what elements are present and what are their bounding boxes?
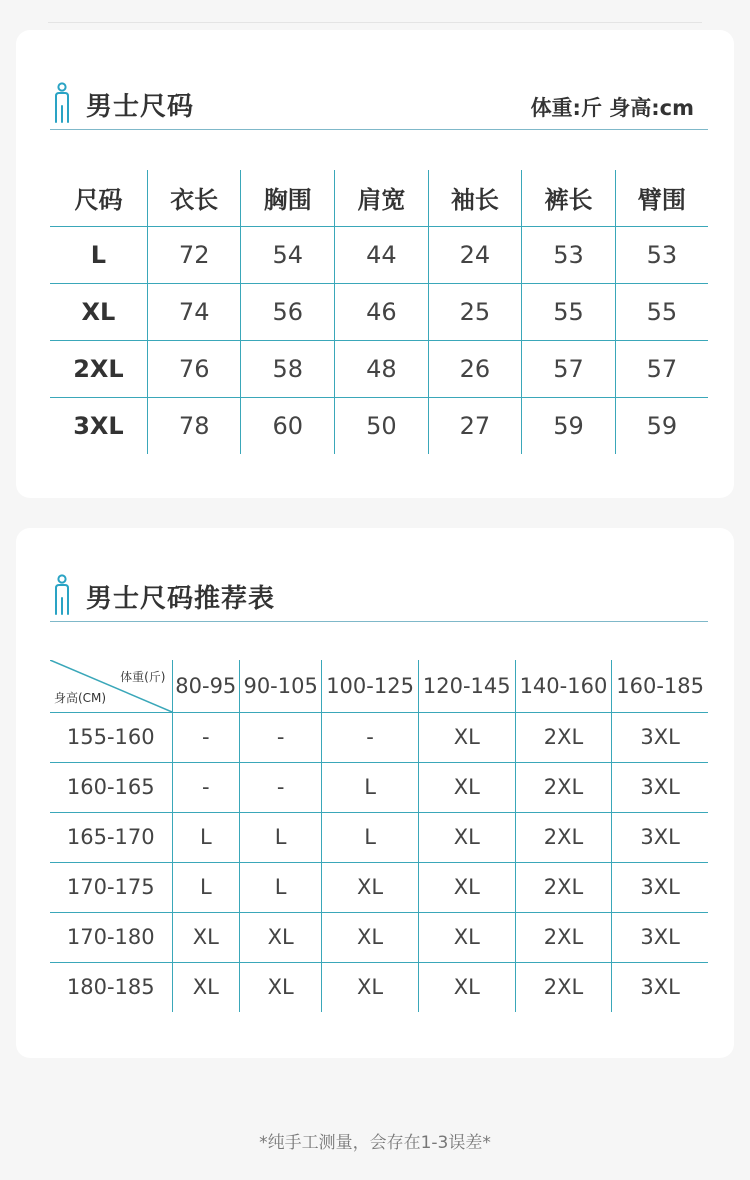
top-divider [48, 22, 702, 23]
size-cell: - [172, 712, 240, 762]
size-cell: XL [418, 712, 515, 762]
size-cell: 2XL [515, 712, 612, 762]
weight-header: 80-95 [172, 660, 240, 712]
size-cell: XL [418, 862, 515, 912]
value-cell: 25 [428, 283, 522, 340]
corner-cell [50, 660, 172, 712]
weight-header: 100-125 [322, 660, 419, 712]
recommend-table [50, 660, 708, 1012]
value-cell: 58 [241, 340, 335, 397]
recommend-chart-title: 男士尺码推荐表 [86, 584, 276, 614]
height-cell: 170-180 [50, 912, 172, 962]
size-cell: XL [418, 812, 515, 862]
value-cell: 57 [522, 340, 616, 397]
weight-header: 140-160 [515, 660, 612, 712]
size-cell: XL [322, 862, 419, 912]
size-cell: 3XL [612, 912, 708, 962]
size-chart-title: 男士尺码 [86, 92, 195, 122]
value-cell: 55 [522, 283, 616, 340]
value-cell: 53 [522, 226, 616, 283]
table-row [50, 812, 708, 862]
size-cell: XL [172, 912, 240, 962]
header-chest: 胸围 [241, 170, 335, 226]
size-cell: 2XL [515, 912, 612, 962]
height-cell: 160-165 [50, 762, 172, 812]
table-row [50, 283, 708, 340]
value-cell: 46 [335, 283, 429, 340]
table-row [50, 340, 708, 397]
weight-header: 90-105 [240, 660, 322, 712]
value-cell: 44 [335, 226, 429, 283]
table-row [50, 912, 708, 962]
size-cell: XL [50, 283, 147, 340]
size-cell: XL [322, 912, 419, 962]
size-cell: L [172, 862, 240, 912]
header-sleeve: 袖长 [428, 170, 522, 226]
corner-height-label: 身高(CM) [54, 690, 107, 705]
header-size: 尺码 [50, 170, 147, 226]
height-cell: 180-185 [50, 962, 172, 1012]
size-cell: XL [418, 962, 515, 1012]
table-row [50, 762, 708, 812]
value-cell: 60 [241, 397, 335, 454]
value-cell: 59 [646, 411, 678, 440]
value-cell: 24 [428, 226, 522, 283]
weight-header: 120-145 [418, 660, 515, 712]
size-cell: - [240, 712, 322, 762]
size-table [50, 170, 708, 454]
size-cell: 3XL [50, 397, 147, 454]
size-cell: 3XL [612, 762, 708, 812]
table-row [50, 962, 708, 1012]
size-cell: XL [172, 962, 240, 1012]
size-cell: L [240, 862, 322, 912]
value-cell: 54 [241, 226, 335, 283]
size-cell: L [240, 812, 322, 862]
value-cell: 78 [147, 397, 241, 454]
recommend-chart-header [50, 572, 708, 622]
size-cell: 2XL [515, 862, 612, 912]
recommend-chart-card [16, 528, 734, 1058]
size-cell: XL [240, 912, 322, 962]
size-cell: 3XL [612, 862, 708, 912]
size-cell: 2XL [50, 340, 147, 397]
value-cell: 56 [241, 283, 335, 340]
height-cell: 155-160 [50, 712, 172, 762]
size-cell: 2XL [515, 762, 612, 812]
table-row [50, 397, 708, 454]
size-cell: L [322, 762, 419, 812]
table-row [50, 712, 708, 762]
value-cell: 48 [335, 340, 429, 397]
table-row [50, 226, 708, 283]
value-cell: 50 [335, 397, 429, 454]
header-pants: 裤长 [522, 170, 616, 226]
header-shoulder: 肩宽 [335, 170, 429, 226]
value-cell: 59 [522, 397, 616, 454]
size-cell: 3XL [640, 975, 680, 1000]
value-cell: 57 [615, 340, 708, 397]
size-cell: XL [240, 962, 322, 1012]
value-cell: 72 [147, 226, 241, 283]
unit-text: 体重:斤 身高:cm [530, 96, 694, 120]
size-cell: 2XL [515, 812, 612, 862]
value-cell: 53 [615, 226, 708, 283]
size-cell: XL [322, 962, 419, 1012]
value-cell: 26 [428, 340, 522, 397]
person-icon [52, 574, 72, 616]
weight-header: 160-185 [612, 660, 708, 712]
size-cell: L [172, 812, 240, 862]
size-cell: XL [418, 762, 515, 812]
corner-weight-label: 体重(斤) [120, 670, 166, 684]
size-cell: - [322, 712, 419, 762]
value-cell: 27 [428, 397, 522, 454]
size-cell: 2XL [515, 962, 612, 1012]
height-cell: 165-170 [50, 812, 172, 862]
size-chart-card [16, 30, 734, 498]
size-cell: L [322, 812, 419, 862]
value-cell: 74 [147, 283, 241, 340]
height-cell: 170-175 [50, 862, 172, 912]
recommend-header-row [50, 660, 708, 712]
value-cell: 76 [147, 340, 241, 397]
size-cell: 3XL [612, 712, 708, 762]
size-cell: - [172, 762, 240, 812]
size-table-header-row [50, 170, 708, 226]
person-icon [52, 82, 72, 124]
header-arm: 臂围 [615, 170, 708, 226]
size-cell: - [240, 762, 322, 812]
size-cell: 3XL [612, 812, 708, 862]
size-cell: L [50, 226, 147, 283]
header-length: 衣长 [147, 170, 241, 226]
table-row [50, 862, 708, 912]
size-cell: XL [418, 912, 515, 962]
size-chart-header [50, 80, 708, 130]
footnote: *纯手工测量，会存在1-3误差* [259, 1133, 491, 1153]
value-cell: 55 [615, 283, 708, 340]
